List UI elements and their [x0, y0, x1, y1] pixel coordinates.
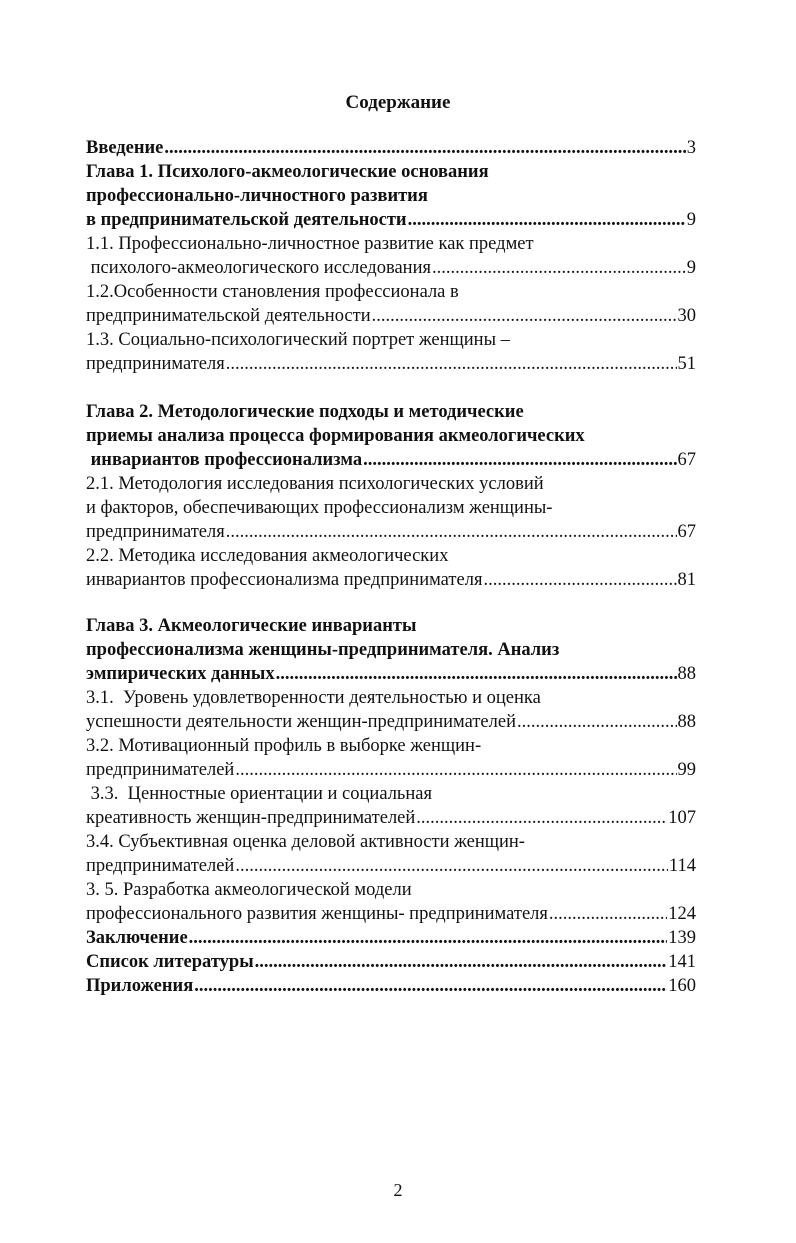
toc-page-number: 67 [677, 522, 696, 542]
toc-chapter-2-line[interactable]: инвариантов профессионализма ..... 67 [86, 448, 696, 472]
toc-page-number: 139 [668, 928, 696, 948]
toc-chapter-3-line[interactable]: Глава 3. Акмеологические инварианты [86, 616, 417, 636]
toc-page-number: 30 [677, 306, 696, 326]
toc-section-1-3-line[interactable]: предпринимателя ..... 51 [86, 352, 696, 376]
toc-chapter-2-line[interactable]: Глава 2. Методологические подходы и методические [86, 402, 524, 422]
toc-chapter-1-line[interactable]: в предпринимательской деятельности ..... 9 [86, 208, 696, 232]
toc-page-number: 88 [677, 712, 696, 732]
toc-section-3-3-line[interactable]: 3.3. Ценностные ориентации и социальная [86, 784, 432, 804]
toc-page-number: 3 [686, 138, 696, 158]
toc-chapter-2-line[interactable]: приемы анализа процесса формирования акмеологических [86, 426, 585, 446]
toc-section-1-1-line[interactable]: психолого-акмеологического исследования ..... 9 [86, 256, 696, 280]
toc-page-number: 99 [677, 760, 696, 780]
toc-page-number: 107 [668, 808, 696, 828]
toc-page-number: 51 [677, 354, 696, 374]
toc-section-3-4-line[interactable]: предпринимателей ..... 114 [86, 854, 696, 878]
toc-page-number: 9 [686, 258, 696, 278]
toc-page-number: 124 [668, 904, 696, 924]
page-title: Содержание [345, 92, 451, 113]
toc-page-number: 160 [668, 976, 696, 996]
toc-chapter-1-line[interactable]: Глава 1. Психолого-акмеологические основания [86, 162, 489, 182]
toc-section-1-2-line[interactable]: 1.2.Особенности становления профессионала в [86, 282, 459, 302]
toc-entry-references[interactable]: Список литературы ..... 141 [86, 950, 696, 974]
toc-page-number: 88 [677, 664, 696, 684]
toc-section-1-3-line[interactable]: 1.3. Социально-психологический портрет женщины – [86, 330, 510, 350]
toc-chapter-1-line[interactable]: профессионально-личностного развития [86, 186, 428, 206]
toc-entry-conclusion[interactable]: Заключение ..... 139 [86, 926, 696, 950]
toc-section-3-1-line[interactable]: 3.1. Уровень удовлетворенности деятельностью и оценка [86, 688, 541, 708]
toc-section-3-5-line[interactable]: 3. 5. Разработка акмеологической модели [86, 880, 412, 900]
toc-page-number: 114 [668, 856, 696, 876]
toc-page-number: 81 [677, 570, 696, 590]
toc-chapter-3-line[interactable]: эмпирических данных ..... 88 [86, 662, 696, 686]
toc-section-2-2-line[interactable]: 2.2. Методика исследования акмеологических [86, 546, 449, 566]
toc-section-3-2-line[interactable]: 3.2. Мотивационный профиль в выборке женщин- [86, 736, 482, 756]
toc-entry-introduction[interactable]: Введение ..... 3 [86, 136, 696, 160]
page-number: 2 [393, 1180, 403, 1200]
toc-section-3-5-line[interactable]: профессионального развития женщины- предпринимателя ..... 124 [86, 902, 696, 926]
toc-chapter-3-line[interactable]: профессионализма женщины-предпринимателя. Анализ [86, 640, 560, 660]
toc-page-number: 67 [677, 450, 696, 470]
toc-section-2-2-line[interactable]: инвариантов профессионализма предпринимателя ..... 81 [86, 568, 696, 592]
toc-section-3-1-line[interactable]: успешности деятельности женщин-предпринимателей ..... 88 [86, 710, 696, 734]
toc-section-1-2-line[interactable]: предпринимательской деятельности ..... 30 [86, 304, 696, 328]
toc-section-1-1-line[interactable]: 1.1. Профессионально-личностное развитие как предмет [86, 234, 534, 254]
toc-section-2-1-line[interactable]: и факторов, обеспечивающих профессионализм женщины- [86, 498, 553, 518]
table-of-contents [86, 136, 696, 998]
toc-section-2-1-line[interactable]: предпринимателя ..... 67 [86, 520, 696, 544]
toc-section-2-1-line[interactable]: 2.1. Методология исследования психологических условий [86, 474, 544, 494]
toc-section-3-3-line[interactable]: креативность женщин-предпринимателей ..... 107 [86, 806, 696, 830]
toc-page-number: 141 [668, 952, 696, 972]
toc-entry-appendices[interactable]: Приложения ..... 160 [86, 974, 696, 998]
toc-section-3-2-line[interactable]: предпринимателей ..... 99 [86, 758, 696, 782]
toc-section-3-4-line[interactable]: 3.4. Субъективная оценка деловой активности женщин- [86, 832, 525, 852]
toc-page-number: 9 [686, 210, 696, 230]
